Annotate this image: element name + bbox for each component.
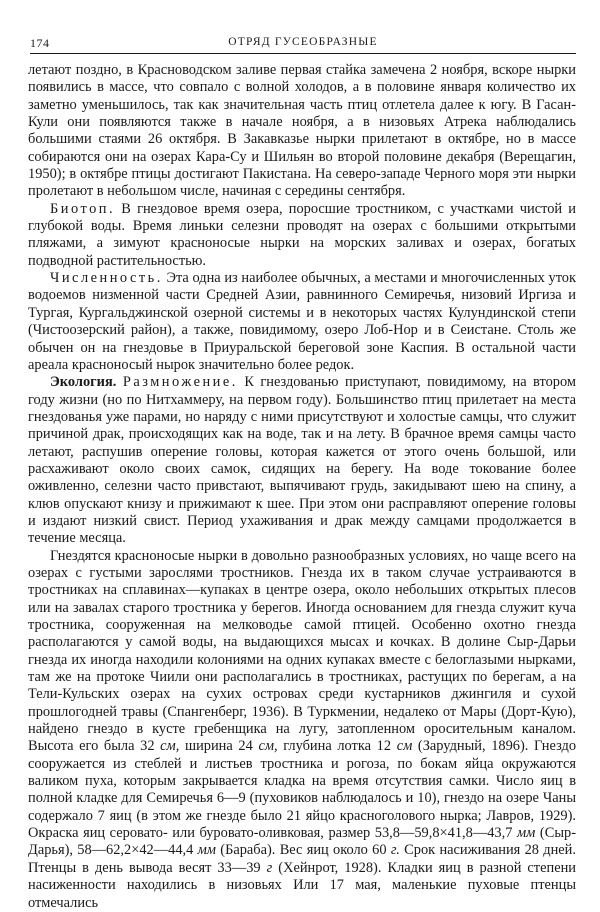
header-rule xyxy=(30,53,576,54)
paragraph-text: (Бараба). Вес яиц около 60 xyxy=(215,842,391,859)
unit-cm: см, xyxy=(160,738,180,755)
section-heading-abundance: Численность. xyxy=(50,270,163,287)
section-heading-biotope: Биотоп. xyxy=(50,200,116,217)
page-number: 174 xyxy=(30,36,50,50)
paragraph-text: летают поздно, в Красноводском заливе первая стайка замечена 2 ноября, вскоре нырки появились в массе, что совпало с волной холодов, а в половине января количество их заметно уменьшилось, так как значительная часть птиц отлетела далее к югу. В Гасан-Кули они появляются также в начале ноября, а в низовьях Атрека наблюдались большими стаями 26 октября. В Закавказье нырки прилетают в октябре, но в массе собираются они на озерах Кара-Су и Шильян во второй половине декабря (Верещагин, 1950); в октябре птицы достигают Пакистана. На северо-западе Черного моря эти нырки пролетают в небольшом числе, начиная с середины сентября. xyxy=(28,62,576,200)
unit-g: г xyxy=(266,859,273,876)
paragraph-text: ширина 24 xyxy=(179,738,259,755)
paragraph-breeding xyxy=(28,374,576,547)
paragraph-text: глубина лотка 12 xyxy=(277,738,397,755)
page-header xyxy=(30,32,576,52)
paragraph-text: К гнездованью приступают, повидимому, на втором году жизни (но по Нитхаммеру, на первом году). Большинство птиц прилетает на места гнездованья уже парами, но наряду с ними присутствуют и холостые самцы, что служит причиной драк, происходящих как на воде, так и на лету. В брачное время самцы часто летают, распушив оперение головы, которая кажется от этого очень большой, или расхаживают около своих самок, сидящих на берегу. На воде токование более оживленно, селезни часто привстают, выпячивают грудь, закидывают шею на спину, а клюв опускают книзу и прижимают к шее. При этом они расправляют оперение головы и издают низкий свист. Период ухаживания и драк между самцами продолжается в течение месяца. xyxy=(28,374,576,547)
paragraph-text: Срок насиживания 28 дней. Птенцы в день вывода весят 33—39 xyxy=(28,842,576,876)
paragraph-abundance xyxy=(28,270,576,374)
unit-g: г. xyxy=(390,842,400,859)
paragraph-text: (Зарудный, 1896). Гнездо сооружается из стеблей и листьев тростника и рогоза, по бокам яйца окружаются валиком пуха, которым закрывается кладка на время отсутствия самки. Число яиц в полной кладке для Семиречья 6—9 (пуховиков наблюдалось и 10), гнездо на озере Чаны содержало 7 яиц (в этом же гнезде было 21 яйцо красноголового нырка; Лавров, 1929). Окраска яиц серовато- или буровато-оливковая, размер 53,8—59,8×41,8—43,7 xyxy=(28,738,577,842)
paragraph-text: Эта одна из наиболее обычных, а местами и многочисленных уток водоемов низменной части Средней Азии, равнинного Семиречья, низовий Иргиза и Тургая, Кургальджинской озерной системы и в некоторых частях Кулундинской степи (Чистоозерский район), а также, повидимому, озеро Лоб-Нор и в Сеистане. Столь же обычен он на гнездовье в Приуральской береговой зоне Каспия. В остальной части ареала красноносый нырок значительно более редок. xyxy=(28,270,576,373)
paragraph-text: В гнездовое время озера, поросшие тростником, с участками чистой и глубокой воды. Время линьки селезни проводят на озерах с большими открытыми пляжами, а зимуют красноносые нырки на морских заливах и озерах, богатых подводной растительностью. xyxy=(28,200,576,269)
paragraph-biotope xyxy=(28,201,576,270)
unit-cm: см xyxy=(396,738,413,755)
paragraph-text: (Хейнрот, 1928). Кладки яиц в разной степени насиженности находились в низовьях Или 17 мая, маленькие пуховые птенцы отмечались xyxy=(28,859,576,911)
paragraph-nesting xyxy=(28,548,576,912)
unit-cm: см, xyxy=(258,738,278,755)
paragraph-text: (Сыр-Дарья), 58—62,2×42—44,4 xyxy=(28,825,576,859)
paragraph-migration xyxy=(28,62,576,201)
unit-mm: мм xyxy=(197,842,216,859)
page-body xyxy=(28,62,576,912)
section-heading-ecology: Экология. xyxy=(50,374,117,391)
unit-mm: мм xyxy=(516,825,536,842)
section-heading-breeding: Размножение. xyxy=(122,374,238,391)
paragraph-text: Гнездятся красноносые нырки в довольно разнообразных условиях, но чаще всего на озерах с густыми зарослями тростников. Гнезда их в таком случае устраиваются в тростниках на сплавинах—купаках в центре озера, около небольших открытых плесов или на завалах старого тростника у берегов. Иногда основанием для гнезда служит куча тростника, сооруженная на мелководье самой птицей. Особенно охотно гнезда располагаются у самой воды, на выдающихся мысах и кочках. В долине Сыр-Дарьи гнезда их иногда находили колониями на одних купаках вместе с белоглазыми нырками, там же на протоке Чиили они располагались в тростниках, растущих по берегам, а на Тели-Кульских озерах на сухих островах среди кустарников джингиля и сухой прошлогодней травы (Спангенберг, 1936). В Туркмении, недалеко от Мары (Дорт-Кую), найдено гнездо в кусте гребенщика на лугу, затопленном оросительным каналом. Высота его была 32 xyxy=(28,547,576,755)
running-head: ОТРЯД ГУСЕОБРАЗНЫЕ xyxy=(228,36,378,48)
